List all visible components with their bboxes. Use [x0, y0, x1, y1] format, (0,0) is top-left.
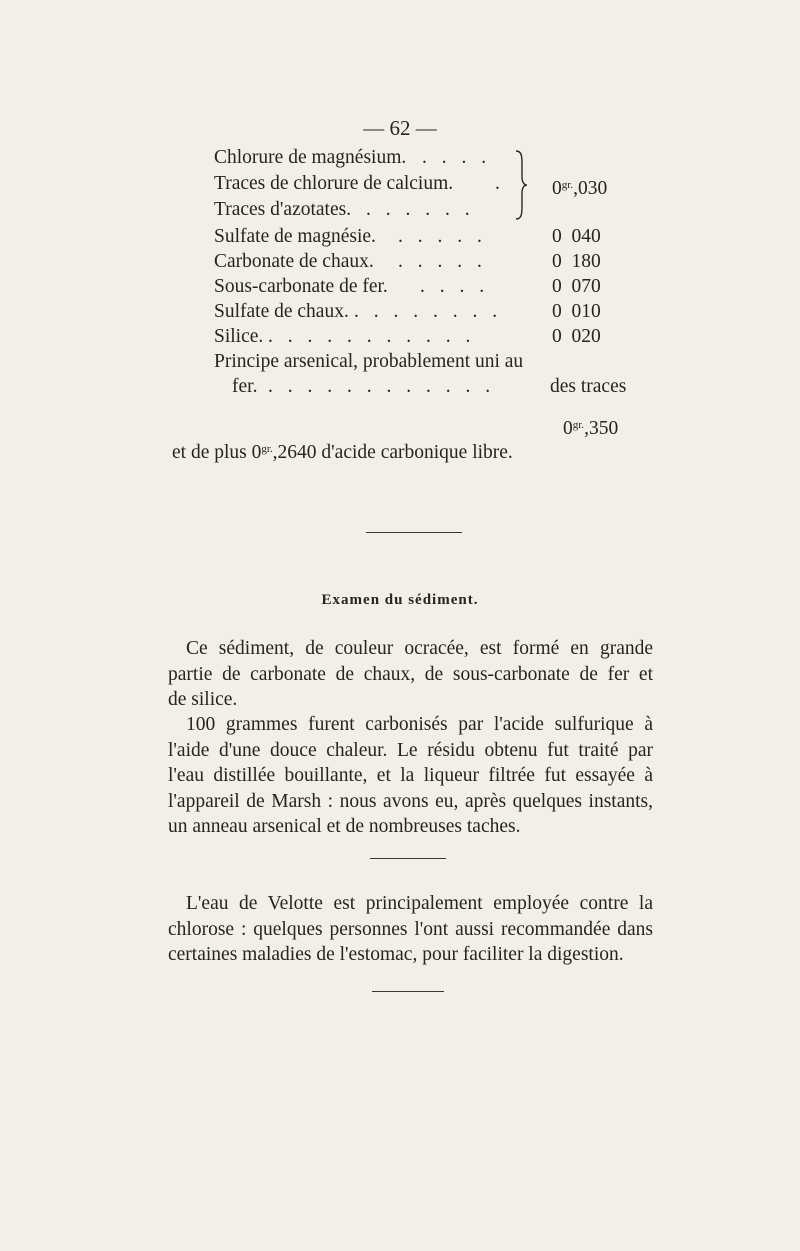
row-label: Traces de chlorure de calcium.: [214, 173, 454, 194]
row-label: fer.: [232, 376, 258, 397]
paragraph-analysis: [168, 712, 653, 840]
grouped-value-text: $0^{gr.},030$: [552, 178, 608, 199]
total-value: [563, 418, 618, 440]
brace-glyph: [514, 149, 528, 221]
row-value: des traces: [550, 376, 627, 397]
row-value: 0 180: [552, 251, 601, 272]
text-line: l'aide d'une douce chaleur. Le résidu obtenu fut traité par: [168, 739, 653, 761]
paragraph-usage: [168, 891, 653, 968]
leader-dots: . . . . . . . . . . .: [268, 326, 476, 347]
text-line: certaines maladies de l'estomac, pour faciliter la digestion.: [168, 944, 624, 965]
row-value: 0 070: [552, 276, 601, 297]
leader-dots: . . . .: [422, 147, 492, 168]
leader-dots: . . . . . . . . . . . .: [268, 376, 496, 397]
divider-rule: [366, 532, 462, 533]
leader-dots: . . . . . .: [366, 199, 475, 220]
row-value: 0 010: [552, 301, 601, 322]
unit-superscript: gr.: [561, 179, 574, 191]
row-label: Principe arsenical, probablement uni au: [214, 351, 524, 372]
co2-text-2: ,2640 d'acide carbonique libre.: [272, 442, 513, 463]
total-sup: gr.: [572, 419, 585, 431]
leader-dots: .: [495, 173, 505, 194]
page-number: — 62 —: [363, 116, 437, 140]
divider-rule: [372, 991, 444, 992]
row-label: Sulfate de magnésie.: [214, 226, 376, 247]
row-label: Chlorure de magnésium.: [214, 147, 407, 168]
total-prefix: 0: [563, 418, 573, 439]
text-line: de silice.: [168, 689, 238, 710]
row-value: 0 020: [552, 326, 601, 347]
text-line: l'appareil de Marsh : nous avons eu, après quelques instants,: [168, 790, 653, 812]
co2-sup: gr.: [261, 443, 273, 455]
text-line: chlorose : quelques personnes l'ont aussi recommandée dans: [168, 918, 653, 940]
divider-rule: [370, 858, 446, 859]
text-line: partie de carbonate de chaux, de sous-carbonate de fer et: [168, 663, 653, 685]
co2-text-1: et de plus 0: [172, 442, 262, 463]
text-line: un anneau arsenical et de nombreuses taches.: [168, 816, 521, 837]
co2-line: [172, 442, 513, 464]
row-label: Traces d'azotates.: [214, 199, 352, 220]
text-line: L'eau de Velotte est principalement employée contre la: [186, 893, 653, 914]
row-value: 0 040: [552, 226, 601, 247]
text-line: 100 grammes furent carbonisés par l'acide sulfurique à: [186, 714, 653, 735]
section-heading: Examen du sédiment.: [321, 592, 479, 608]
text-line: Ce sédiment, de couleur ocracée, est formé en grande: [186, 638, 653, 659]
grouped-value: [552, 173, 607, 201]
text-line: l'eau distillée bouillante, et la liqueur filtrée fut essayée à: [168, 765, 653, 786]
row-label: Carbonate de chaux.: [214, 251, 374, 272]
row-label: Sulfate de chaux.: [214, 301, 349, 322]
leader-dots: . . . . .: [398, 226, 487, 247]
row-label: Sous-carbonate de fer.: [214, 276, 388, 297]
leader-dots: . . . . .: [398, 251, 487, 272]
total-number: ,350: [584, 418, 619, 439]
leader-dots: . . . . . . . .: [354, 301, 503, 322]
paragraph-sediment: [168, 636, 653, 713]
row-label: Silice.: [214, 326, 264, 347]
leader-dots: . . . .: [420, 276, 490, 297]
